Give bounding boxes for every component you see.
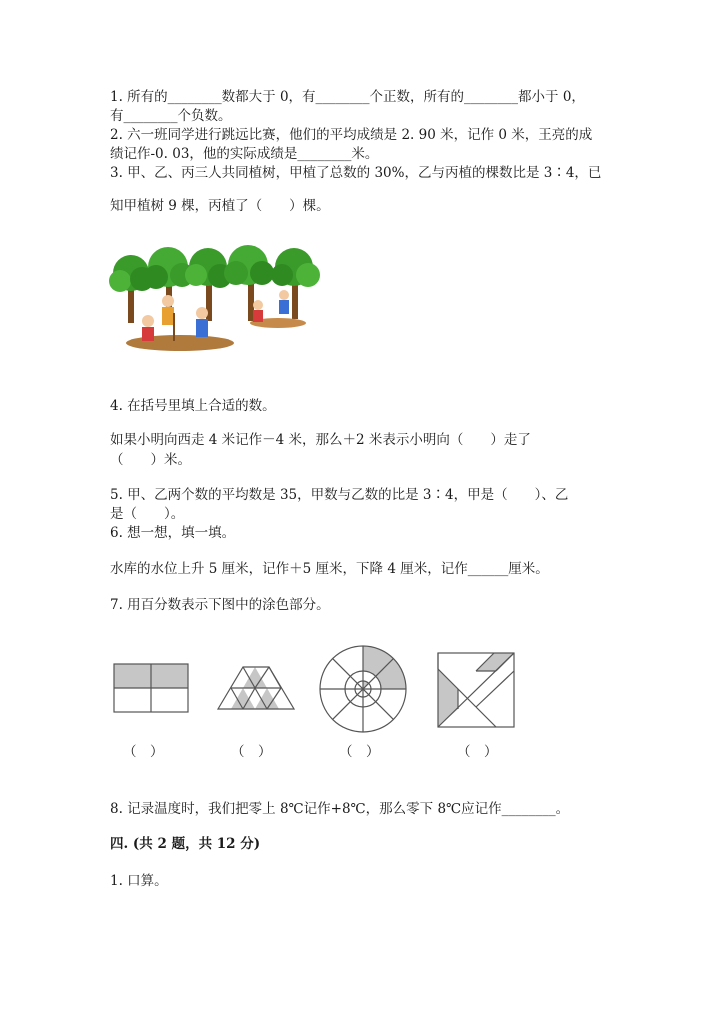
tree-planting-illustration [108,243,330,355]
section-header: 四. (共 2 题，共 12 分) [110,836,261,852]
fraction-figure-circle [318,644,408,734]
answer-blank-1[interactable]: （ ） [123,744,164,760]
q7-title: 7. 用百分数表示下图中的涂色部分。 [110,597,330,613]
q3-line2: 知甲植树 9 棵，丙植了（ ）棵。 [110,198,330,214]
child-figure [162,295,175,341]
tree-icon [185,248,232,321]
q6-line1: 水库的水位上升 5 厘米，记作＋5 厘米，下降 4 厘米，记作______厘米。 [110,561,549,577]
q1-line1: 1. 所有的________数都大于 0，有________个正数，所有的________都小于 0， [110,89,585,105]
answer-blank-2[interactable]: （ ） [231,744,272,760]
child-figure [142,315,154,341]
s4-q1: 1. 口算。 [110,873,168,889]
answer-blank-4[interactable]: （ ） [457,744,498,760]
q3-line1: 3. 甲、乙、丙三人共同植树，甲植了总数的 30%，乙与丙植的棵数比是 3∶4，已 [110,165,602,181]
q8-line1: 8. 记录温度时，我们把零上 8℃记作+8℃，那么零下 8℃应记作________。 [110,801,570,817]
fraction-figure-trapezoid [217,665,295,711]
tree-icon [224,245,274,321]
q1-line2: 有________个负数。 [110,108,232,124]
q4-line1: 如果小明向西走 4 米记作－4 米，那么＋2 米表示小明向（ ）走了 [110,432,531,448]
q4-title: 4. 在括号里填上合适的数。 [110,398,276,414]
tree-icon [271,248,320,319]
q2-line2: 绩记作-0. 03，他的实际成绩是________米。 [110,146,379,162]
tree-icon [109,255,154,323]
q2-line1: 2. 六一班同学进行跳远比赛，他们的平均成绩是 2. 90 米，记作 0 米，王亮的成 [110,127,593,143]
q5-line1: 5. 甲、乙两个数的平均数是 35，甲数与乙数的比是 3∶4，甲是（ ）、乙 [110,487,569,503]
q6-title: 6. 想一想，填一填。 [110,525,236,541]
child-figure [196,307,208,337]
fraction-figure-rectangle [113,663,189,713]
child-figure [279,290,289,314]
q4-line2: （ ）米。 [110,452,191,468]
q5-line2: 是（ ）。 [110,506,185,522]
child-figure [253,300,263,322]
fraction-figure-tangram [436,651,516,729]
answer-blank-3[interactable]: （ ） [339,744,380,760]
